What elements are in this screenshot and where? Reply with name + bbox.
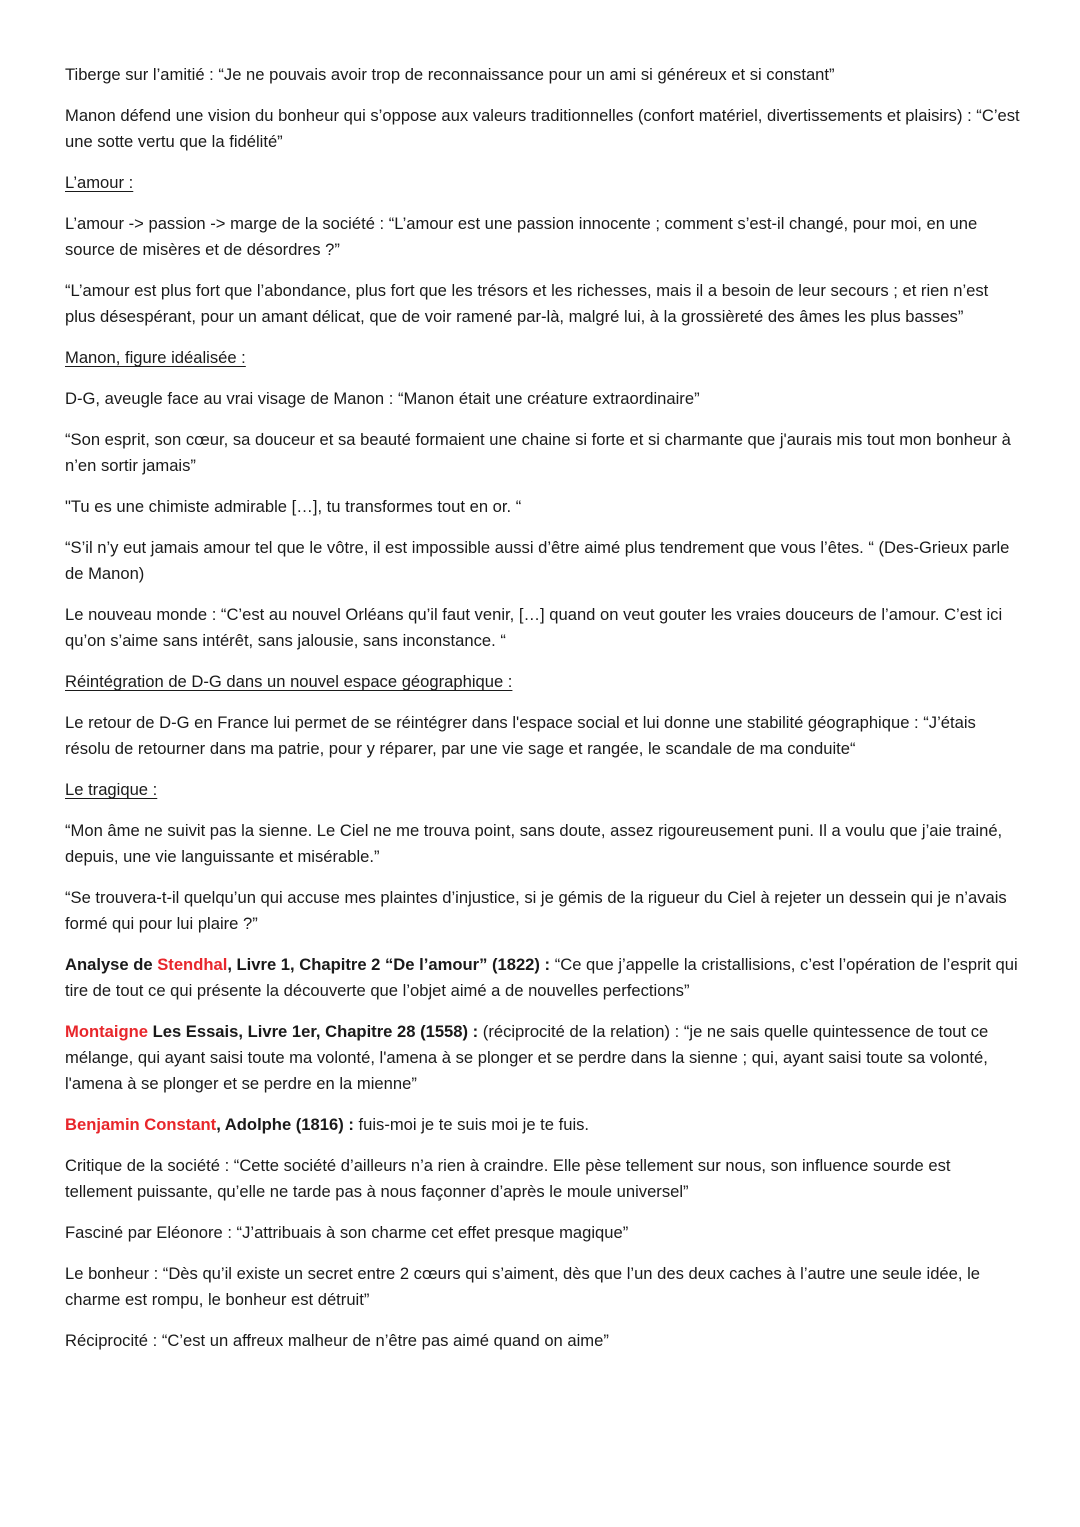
paragraph-constant [65, 1112, 1020, 1138]
stendhal-lead: Analyse de [65, 955, 158, 974]
heading-reintegration: Réintégration de D-G dans un nouvel espace géographique : [65, 672, 513, 691]
paragraph-mon-ame: “Mon âme ne suivit pas la sienne. Le Ciel ne me trouva point, sans doute, assez rigoureusement puni. Il a voulu que j’aie trainé, depuis, une vie languissante et misérable.” [65, 821, 1003, 866]
paragraph-tiberge: Tiberge sur l’amitié : “Je ne pouvais avoir trop de reconnaissance pour un ami si généreux et si constant” [65, 65, 835, 84]
heading-manon-idealisee: Manon, figure idéalisée : [65, 348, 246, 367]
author-benjamin-constant: Benjamin Constant [65, 1115, 217, 1134]
paragraph-amour-fort: “L’amour est plus fort que l’abondance, plus fort que les trésors et les richesses, mais il a besoin de leur secours ; et rien n’est plus désespérant, pour un amant délicat, que de voir ramené par-là, malgré lui, à la grossièreté des âmes les plus basses” [65, 281, 989, 326]
paragraph-critique-societe: Critique de la société : “Cette société d’ailleurs n’a rien à craindre. Elle pèse tellement sur nous, son influence sourde est tellement puissante, qu’elle ne tarde pas à nous façonner d’après le moule universel” [65, 1156, 951, 1201]
document-page [65, 62, 1020, 1369]
paragraph-retour: Le retour de D-G en France lui permet de se réintégrer dans l'espace social et lui donne une stabilité géographique : “J’étais résolu de retourner dans ma patrie, pour y réparer, par une vie sage et rangée, le scandale de ma conduite“ [65, 713, 976, 758]
paragraph-nouveau-monde: Le nouveau monde : “C’est au nouvel Orléans qu’il faut venir, […] quand on veut gouter les vraies douceurs de l’amour. C’est ici qu’on s’aime sans intérêt, sans jalousie, sans inconstance. “ [65, 605, 1003, 650]
paragraph-son-esprit: “Son esprit, son cœur, sa douceur et sa beauté formaient une chaine si forte et si charmante que j'aurais mis tout mon bonheur à n’en sortir jamais” [65, 430, 1011, 475]
author-stendhal: Stendhal [157, 955, 228, 974]
heading-amour: L’amour : [65, 173, 134, 192]
constant-quote: fuis-moi je te suis moi je te fuis. [353, 1115, 590, 1134]
paragraph-se-trouvera: “Se trouvera-t-il quelqu’un qui accuse mes plaintes d’injustice, si je gémis de la rigueur du Ciel à rejeter un dessein qui je n’avais formé qui pour lui plaire ?” [65, 888, 1007, 933]
stendhal-quote: “Ce que j’appelle la cristallisions, c’est l’opération de l’esprit qui tire de tout ce qui présente la découverte que l’objet aimé a de nouvelles perfections” [65, 955, 1018, 1000]
paragraph-montaigne [65, 1019, 1020, 1097]
paragraph-dg-aveugle: D-G, aveugle face au vrai visage de Manon : “Manon était une créature extraordinaire” [65, 389, 700, 408]
paragraph-amour-passion: L’amour -> passion -> marge de la société : “L’amour est une passion innocente ; comment s’est-il changé, pour moi, en une source de misères et de désordres ?” [65, 214, 978, 259]
paragraph-stendhal [65, 952, 1020, 1004]
montaigne-reference: Les Essais, Livre 1er, Chapitre 28 (1558) : [147, 1022, 479, 1041]
paragraph-chimiste: "Tu es une chimiste admirable […], tu transformes tout en or. “ [65, 497, 522, 516]
paragraph-manon-bonheur: Manon défend une vision du bonheur qui s’oppose aux valeurs traditionnelles (confort matériel, divertissements et plaisirs) : “C’est une sotte vertu que la fidélité” [65, 106, 1020, 151]
paragraph-fascine: Fasciné par Eléonore : “J’attribuais à son charme cet effet presque magique” [65, 1223, 629, 1242]
paragraph-reciprocite: Réciprocité : “C’est un affreux malheur de n’être pas aimé quand on aime” [65, 1331, 609, 1350]
constant-reference: , Adolphe (1816) : [216, 1115, 354, 1134]
paragraph-sil-ny-eut: “S’il n’y eut jamais amour tel que le vôtre, il est impossible aussi d’être aimé plus tendrement que vous l’êtes. “ (Des-Grieux parle de Manon) [65, 538, 1010, 583]
montaigne-quote: (réciprocité de la relation) : “je ne sais quelle quintessence de tout ce mélange, qui ayant saisi toute ma volonté, l'amena à se plonger et se perdre dans la sienne ; qui, ayant saisi toute sa volonté, l'amena à se plonger et se perdre en la mienne” [65, 1022, 989, 1093]
stendhal-reference: , Livre 1, Chapitre 2 “De l’amour” (1822) : [227, 955, 551, 974]
author-montaigne: Montaigne [65, 1022, 148, 1041]
heading-tragique: Le tragique : [65, 780, 158, 799]
paragraph-bonheur: Le bonheur : “Dès qu’il existe un secret entre 2 cœurs qui s’aiment, dès que l’un des deux caches à l’autre une seule idée, le charme est rompu, le bonheur est détruit” [65, 1264, 981, 1309]
